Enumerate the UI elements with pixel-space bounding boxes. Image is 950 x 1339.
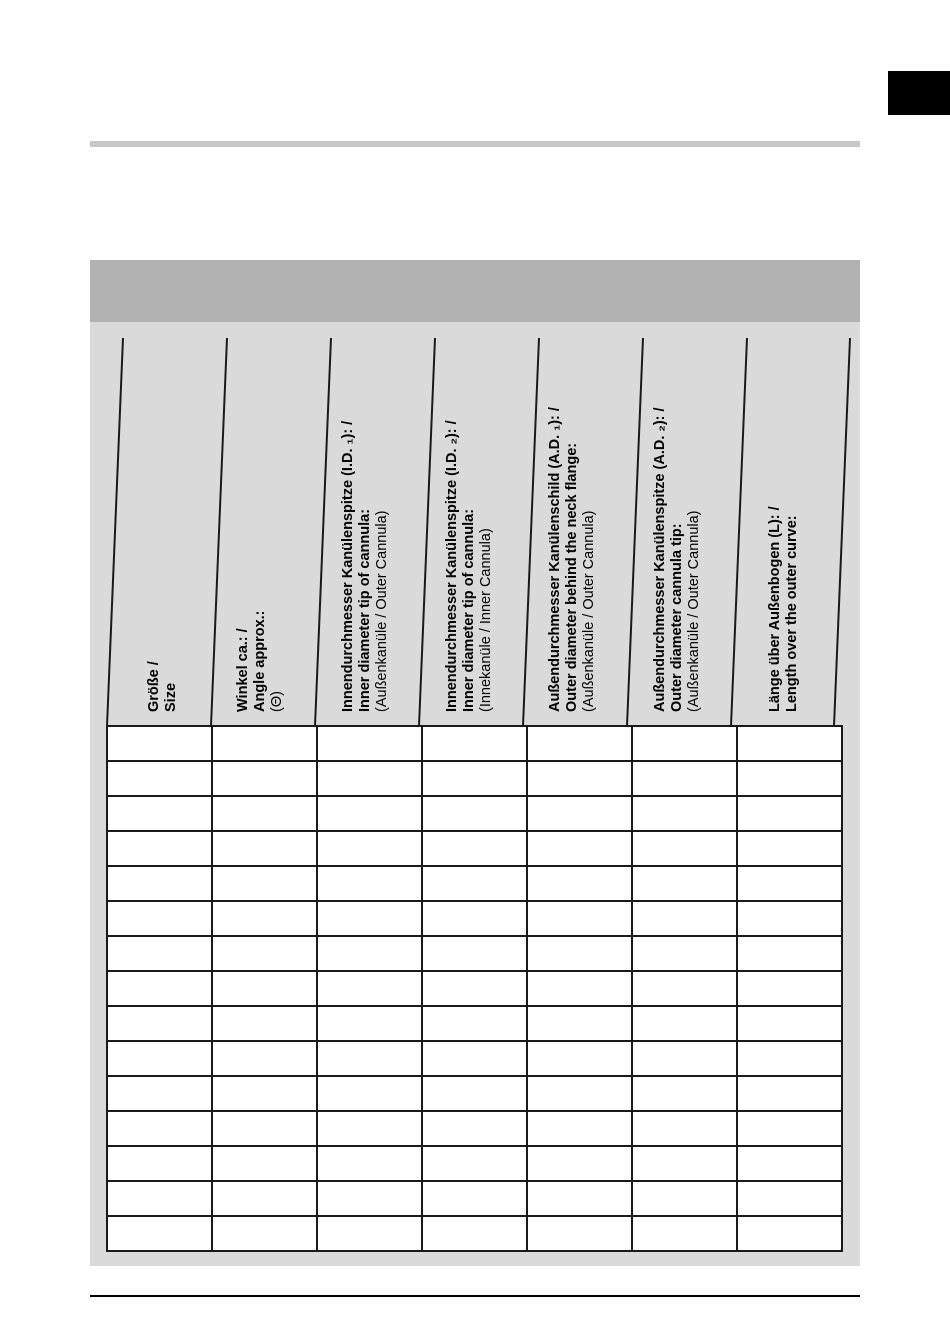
table-cell xyxy=(107,1041,212,1076)
table-cell xyxy=(212,761,317,796)
table-cell xyxy=(527,1006,632,1041)
table-cell xyxy=(422,1041,527,1076)
table-cell xyxy=(422,936,527,971)
table-cell xyxy=(212,1041,317,1076)
table-cell xyxy=(422,866,527,901)
table-cell xyxy=(737,726,842,761)
table-cell xyxy=(737,1006,842,1041)
table-cell xyxy=(422,796,527,831)
header-length-outer-curve: Länge über Außenbogen (L): / Length over the outer curve: xyxy=(767,506,800,712)
table-cell xyxy=(107,1216,212,1251)
table-cell xyxy=(212,901,317,936)
table-row xyxy=(107,761,842,796)
table-cell xyxy=(737,1216,842,1251)
table-cell xyxy=(422,1111,527,1146)
table-cell xyxy=(107,1111,212,1146)
table-row xyxy=(107,936,842,971)
table-cell xyxy=(422,1006,527,1041)
table-cell xyxy=(212,726,317,761)
table-cell xyxy=(107,761,212,796)
table-cell xyxy=(107,1076,212,1111)
header-divider xyxy=(834,338,850,726)
table-cell xyxy=(212,1216,317,1251)
table-cell xyxy=(317,866,422,901)
table-cell xyxy=(422,971,527,1006)
table-cell xyxy=(632,936,737,971)
table-row xyxy=(107,1111,842,1146)
table-row xyxy=(107,1006,842,1041)
header-inner-diameter-inner-cannula: Innendurchmesser Kanülenspitze (I.D. ₂): / Inner diameter tip of cannula: (Innekanüle / Inner Cannula) xyxy=(444,420,494,712)
table-cell xyxy=(737,1076,842,1111)
table-cell xyxy=(212,1076,317,1111)
table-cell xyxy=(317,726,422,761)
table-cell xyxy=(737,761,842,796)
header-divider xyxy=(315,338,331,726)
table-row xyxy=(107,971,842,1006)
table-cell xyxy=(317,1146,422,1181)
table-cell xyxy=(422,901,527,936)
table-cell xyxy=(737,1111,842,1146)
table-cell xyxy=(527,971,632,1006)
table-cell xyxy=(737,866,842,901)
table-cell xyxy=(107,936,212,971)
table-cell xyxy=(107,831,212,866)
table-row xyxy=(107,901,842,936)
table-cell xyxy=(527,761,632,796)
header-divider xyxy=(731,338,747,726)
table-cell xyxy=(317,1041,422,1076)
table-cell xyxy=(107,971,212,1006)
table-cell xyxy=(527,936,632,971)
table-cell xyxy=(737,936,842,971)
table-cell xyxy=(632,866,737,901)
table-row xyxy=(107,866,842,901)
table-cell xyxy=(422,1216,527,1251)
table-cell xyxy=(527,1146,632,1181)
table-cell xyxy=(317,1111,422,1146)
table-cell xyxy=(212,1181,317,1216)
top-divider xyxy=(90,141,860,147)
table-cell xyxy=(632,796,737,831)
header-divider xyxy=(107,338,123,726)
table-cell xyxy=(527,726,632,761)
table-row xyxy=(107,1041,842,1076)
table-row xyxy=(107,1181,842,1216)
table-cell xyxy=(527,831,632,866)
table-cell xyxy=(527,1041,632,1076)
table-cell xyxy=(422,1076,527,1111)
table-cell xyxy=(107,901,212,936)
header-outer-diameter-tip: Außendurchmesser Kanülenspitze (A.D. ₂): / Outer diameter cannula tip: (Außenkanüle / Outer Cannula) xyxy=(652,407,702,712)
table-cell xyxy=(107,726,212,761)
table-cell xyxy=(632,901,737,936)
specification-table xyxy=(106,725,843,1252)
section-tab-marker xyxy=(888,71,950,115)
table-cell xyxy=(632,1041,737,1076)
table-cell xyxy=(212,1006,317,1041)
header-divider xyxy=(211,338,227,726)
table-cell xyxy=(212,796,317,831)
table-cell xyxy=(107,1146,212,1181)
header-divider xyxy=(627,338,643,726)
table-cell xyxy=(317,971,422,1006)
table-cell xyxy=(737,1146,842,1181)
table-cell xyxy=(737,971,842,1006)
table-cell xyxy=(737,796,842,831)
table-cell xyxy=(527,1111,632,1146)
table-cell xyxy=(212,866,317,901)
table-cell xyxy=(632,1181,737,1216)
table-cell xyxy=(212,971,317,1006)
table-cell xyxy=(422,1146,527,1181)
table-cell xyxy=(527,866,632,901)
table-cell xyxy=(317,1216,422,1251)
table-cell xyxy=(212,936,317,971)
table-row xyxy=(107,831,842,866)
table-cell xyxy=(737,831,842,866)
header-divider xyxy=(419,338,435,726)
table-cell xyxy=(317,761,422,796)
table-cell xyxy=(317,1181,422,1216)
table-cell xyxy=(632,1076,737,1111)
table-cell xyxy=(422,831,527,866)
table-cell xyxy=(737,901,842,936)
table-cell xyxy=(632,831,737,866)
table-cell xyxy=(632,1006,737,1041)
table-cell xyxy=(737,1181,842,1216)
table-cell xyxy=(632,971,737,1006)
table-cell xyxy=(527,901,632,936)
header-angle: Winkel ca.: / Angle approx.: (Θ) xyxy=(235,610,285,712)
table-cell xyxy=(527,1216,632,1251)
table-cell xyxy=(632,1216,737,1251)
table-cell xyxy=(527,796,632,831)
table-row xyxy=(107,1216,842,1251)
table-cell xyxy=(317,936,422,971)
table-cell xyxy=(107,1006,212,1041)
table-cell xyxy=(107,796,212,831)
table-cell xyxy=(107,1181,212,1216)
table-cell xyxy=(212,1111,317,1146)
table-cell xyxy=(317,831,422,866)
table-cell xyxy=(527,1076,632,1111)
table-cell xyxy=(527,1181,632,1216)
header-outer-diameter-neck-flange: Außendurchmesser Kanülenschild (A.D. ₁): / Outer diameter behind the neck flange: (Außenkanüle / Outer Cannula) xyxy=(547,407,597,712)
table-cell xyxy=(422,1181,527,1216)
header-size: Größe / Size xyxy=(146,661,179,712)
header-divider xyxy=(523,338,539,726)
table-row xyxy=(107,1076,842,1111)
table-cell xyxy=(212,831,317,866)
table-row xyxy=(107,1146,842,1181)
table-row xyxy=(107,726,842,761)
table-cell xyxy=(317,1076,422,1111)
table-cell xyxy=(422,726,527,761)
table-cell xyxy=(632,726,737,761)
table-cell xyxy=(422,761,527,796)
table-cell xyxy=(212,1146,317,1181)
table-row xyxy=(107,796,842,831)
table-cell xyxy=(737,1041,842,1076)
table-cell xyxy=(632,1146,737,1181)
bottom-divider xyxy=(90,1295,860,1297)
table-cell xyxy=(107,866,212,901)
header-inner-diameter-outer-cannula: Innendurchmesser Kanülenspitze (I.D. ₁): / Inner diameter tip of cannula: (Außenkanüle / Outer Cannula) xyxy=(340,420,390,712)
table-cell xyxy=(632,1111,737,1146)
table-cell xyxy=(317,796,422,831)
specification-panel xyxy=(90,260,860,1266)
table-cell xyxy=(317,901,422,936)
table-cell xyxy=(632,761,737,796)
table-cell xyxy=(317,1006,422,1041)
